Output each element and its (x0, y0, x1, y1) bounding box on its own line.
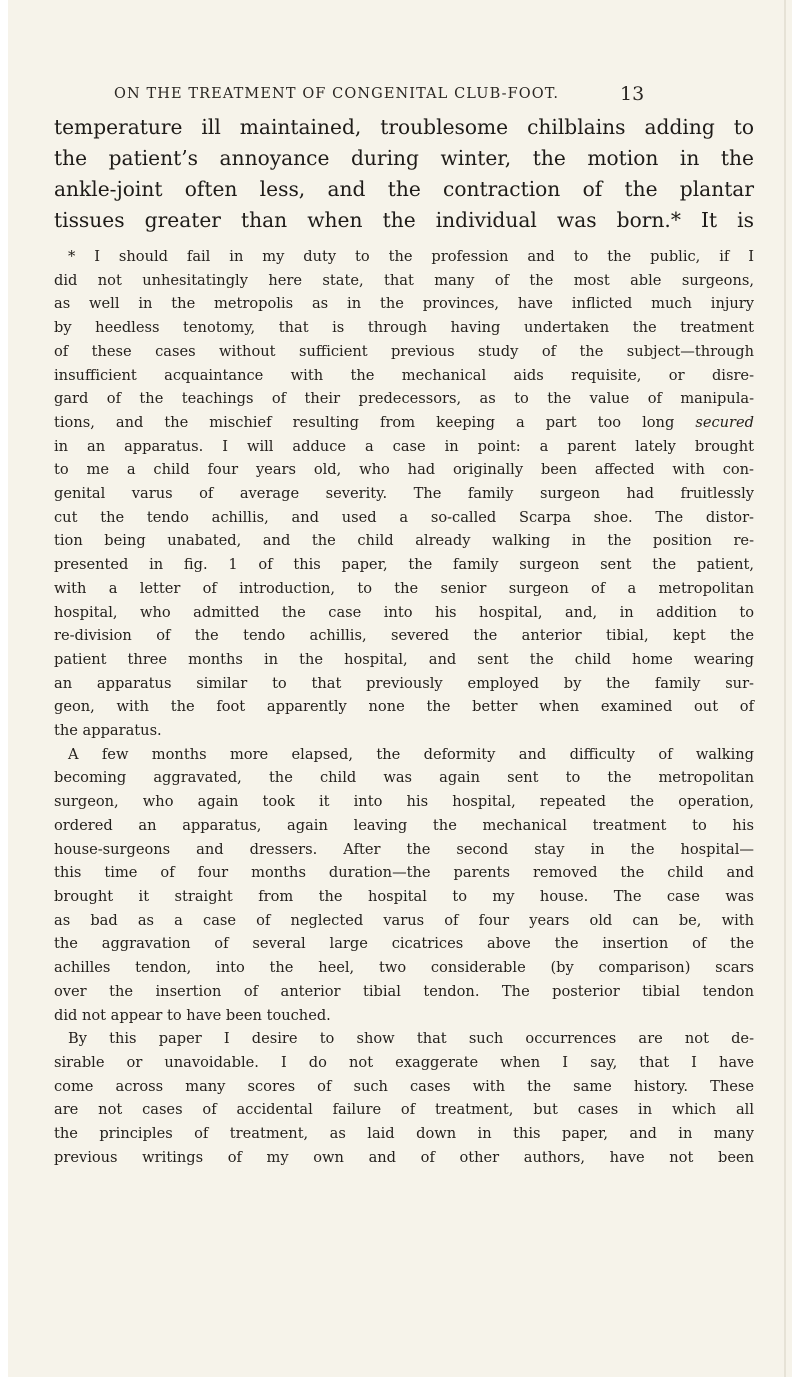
footnote-line: an apparatus similar to that previously employed by the family sur- (54, 674, 754, 692)
footnote-line: house-surgeons and dressers. After the second stay in the hospital— (54, 840, 754, 858)
footnote-line: cut the tendo achillis, and used a so-called Scarpa shoe. The distor- (54, 508, 754, 526)
footnote-line: with a letter of introduction, to the senior surgeon of a metropolitan (54, 579, 754, 597)
footnote-line: the principles of treatment, as laid down in this paper, and in many (54, 1125, 754, 1143)
footnote-line: by heedless tenotomy, that is through having undertaken the treatment (54, 319, 754, 337)
footnote-line: hospital, who admitted the case into his hospital, and, in addition to (54, 603, 754, 621)
footnote-line: geon, with the foot apparently none the better when examined out of (54, 698, 754, 716)
body-line: tissues greater than when the individual was born.* It is (54, 208, 754, 232)
footnote-line: tion being unabated, and the child already walking in the position re- (54, 532, 754, 550)
footnote-line: did not unhesitatingly here state, that many of the most able surgeons, (54, 271, 754, 289)
footnote-line: becoming aggravated, the child was again sent to the metropolitan (54, 769, 754, 787)
footnote-line: in an apparatus. I will adduce a case in point: a parent lately brought (54, 437, 754, 455)
book-page (8, 0, 792, 1377)
body-line: temperature ill maintained, troublesome chilblains adding to (54, 115, 754, 139)
footnote (54, 245, 754, 1169)
page-edge-shadow (784, 0, 786, 1377)
footnote-line: to me a child four years old, who had originally been affected with con- (54, 461, 754, 479)
running-title: ON THE TREATMENT OF CONGENITAL CLUB-FOOT. (114, 86, 560, 102)
footnote-line: surgeon, who again took it into his hospital, repeated the operation, (54, 793, 754, 811)
footnote-line-text: tions, and the mischief resulting from keeping a part too long (54, 413, 675, 431)
footnote-line: as well in the metropolis as in the provinces, have inflicted much injury (54, 295, 754, 313)
footnote-line: insufficient acquaintance with the mechanical aids requisite, or disre- (54, 366, 754, 384)
footnote-line: gard of the teachings of their predecessors, as to the value of manipula- (54, 390, 754, 408)
footnote-line: ordered an apparatus, again leaving the mechanical treatment to his (54, 816, 754, 834)
footnote-line: sirable or unavoidable. I do not exaggerate when I say, that I have (54, 1053, 754, 1071)
page-number: 13 (620, 83, 645, 105)
footnote-line: presented in fig. 1 of this paper, the family surgeon sent the patient, (54, 556, 754, 574)
footnote-line-with-italic (54, 411, 754, 435)
footnote-line: this time of four months duration—the parents removed the child and (54, 864, 754, 882)
footnote-line: patient three months in the hospital, and sent the child home wearing (54, 650, 754, 668)
footnote-line: * I should fail in my duty to the profession and to the public, if I (68, 248, 754, 265)
footnote-line: did not appear to have been touched. (54, 1006, 331, 1024)
footnote-line: previous writings of my own and of other authors, have not been (54, 1148, 754, 1166)
footnote-line: genital varus of average severity. The family surgeon had fruitlessly (54, 485, 754, 503)
footnote-line: are not cases of accidental failure of treatment, but cases in which all (54, 1101, 754, 1119)
footnote-line: the aggravation of several large cicatrices above the insertion of the (54, 935, 754, 953)
footnote-line: brought it straight from the hospital to my house. The case was (54, 887, 754, 905)
footnote-line: A few months more elapsed, the deformity and difficulty of walking (68, 745, 754, 763)
body-line: ankle-joint often less, and the contraction of the plantar (54, 177, 754, 201)
footnote-line: re-division of the tendo achillis, severed the anterior tibial, kept the (54, 627, 754, 645)
footnote-line: By this paper I desire to show that such occurrences are not de- (68, 1030, 754, 1048)
footnote-line: of these cases without sufficient previous study of the subject—through (54, 342, 754, 360)
italic-word: secured (695, 413, 754, 431)
body-text (54, 112, 754, 236)
footnote-line: over the insertion of anterior tibial tendon. The posterior tibial tendon (54, 982, 754, 1000)
footnote-line: achilles tendon, into the heel, two considerable (by comparison) scars (54, 959, 754, 977)
footnote-line: as bad as a case of neglected varus of four years old can be, with (54, 911, 754, 929)
running-header (8, 83, 792, 110)
footnote-line: the apparatus. (54, 722, 162, 740)
body-line: the patient’s annoyance during winter, the motion in the (54, 146, 754, 170)
footnote-line: come across many scores of such cases with the same history. These (54, 1077, 754, 1095)
